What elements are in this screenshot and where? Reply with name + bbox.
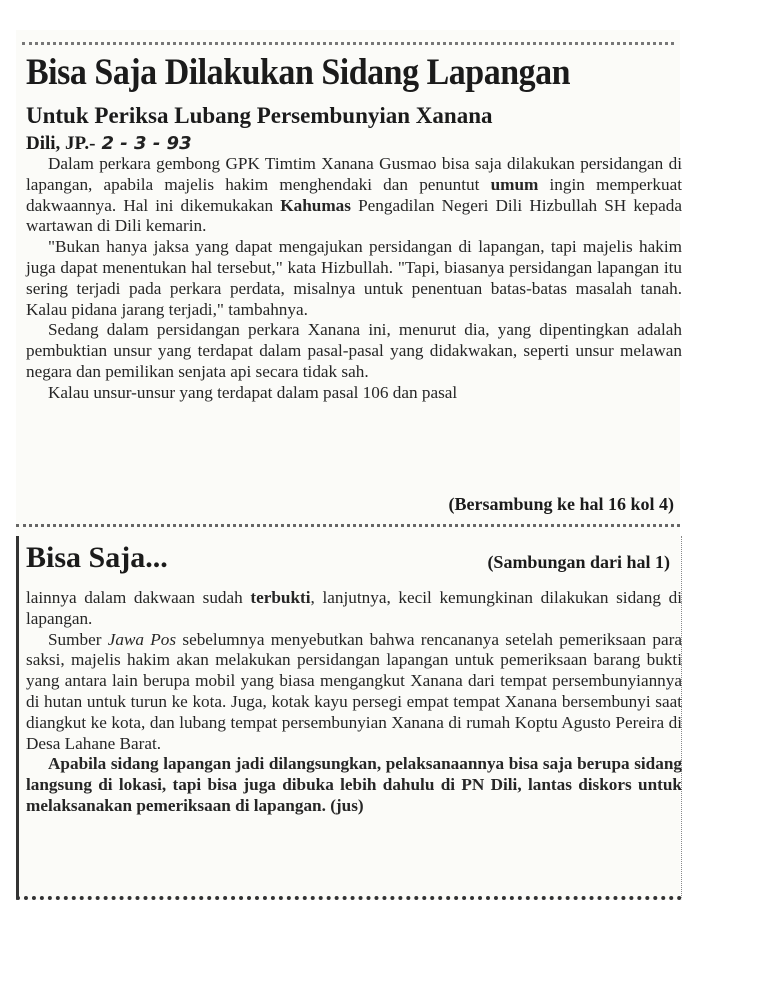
continued-note: (Bersambung ke hal 16 kol 4) (448, 494, 674, 514)
paragraph (26, 588, 682, 630)
section-divider (16, 524, 680, 527)
paragraph (26, 630, 682, 755)
continuation-title: Bisa Saja... (26, 541, 168, 574)
handwritten-date: 2 - 3 - 93 (101, 133, 192, 154)
subheadline: Untuk Periksa Lubang Persembunyian Xanana (26, 103, 493, 128)
paragraph-bold: umum (490, 174, 539, 194)
newspaper-clipping (16, 30, 683, 900)
paragraph-text: Pengadilan Negeri Dili Hizbullah SH kepada wartawan di Dili kemarin. (26, 195, 682, 236)
article-body (26, 154, 682, 404)
paragraph-bold: terbukti (250, 588, 311, 607)
paragraph-text: Sumber (48, 629, 108, 649)
continuation-body (26, 588, 682, 817)
top-divider (22, 42, 674, 45)
paragraph-bold: Kahumas (280, 195, 351, 215)
paragraph-text: lainnya dalam dakwaan sudah (26, 588, 251, 607)
paragraph-text: , lanjutnya, kecil kemungkinan dilakukan sidang di lapangan. (26, 588, 683, 628)
paragraph: Apabila sidang lapangan jadi dilangsungkan, pelaksanaannya bisa saja berupa sidang langsung di lokasi, tapi bisa juga dibuka lebih dahulu di PN Dili, lantas diskors untuk melaksanakan pemeriksaan di lapangan. (jus) (26, 754, 682, 815)
dateline (26, 132, 192, 156)
paragraph: Kalau unsur-unsur yang terdapat dalam pasal 106 dan pasal (48, 382, 458, 402)
paragraph-text: Dalam perkara gembong GPK Timtim Xanana Gusmao bisa saja dilakukan persidangan di lapangan, apabila majelis hakim menghendaki dan penuntut (26, 154, 682, 194)
paragraph-italic: Jawa Pos (107, 629, 177, 649)
paragraph (26, 154, 682, 237)
paragraph: "Bukan hanya jaksa yang dapat mengajukan persidangan di lapangan, tapi majelis hakim juga dapat menentukan hal tersebut," kata Hizbullah. "Tapi, biasanya persidangan lapangan itu sering terjadi pada perkara perdata, misalnya untuk penentuan batas-batas masalah tanah. Kalau pidana jarang terjadi," tambahnya. (26, 237, 682, 319)
headline: Bisa Saja Dilakukan Sidang Lapangan (26, 51, 571, 92)
paragraph-text: sebelumnya menyebutkan bahwa rencananya setelah pemeriksaan para saksi, majelis hakim akan melakukan persidangan lapangan untuk pemeriksaan barang bukti yang antara lain berupa mobil yang biasa mengangkut Xanana dari tempat persembunyiannya di hutan untuk turun ke kota. Juga, kotak kayu persegi empat tempat Xanana bersembunyi saat diangkut ke kota, dan lubang tempat persembunyian Xanana di rumah Koptu Agusto Pereira di Desa Lahane Barat. (26, 629, 682, 753)
continuation-source-note: (Sambungan dari hal 1) (487, 552, 670, 572)
paragraph: Sedang dalam persidangan perkara Xanana ini, menurut dia, yang dipentingkan adalah pembuktian unsur yang terdapat dalam pasal-pasal yang didakwakan, seperti unsur melawan negara dan pemilikan senjata api secara tidak sah. (26, 320, 682, 381)
dateline-text: Dili, JP.- (26, 133, 96, 154)
paragraph-text: ingin memperkuat dakwaannya. Hal ini dikemukakan (26, 174, 682, 215)
